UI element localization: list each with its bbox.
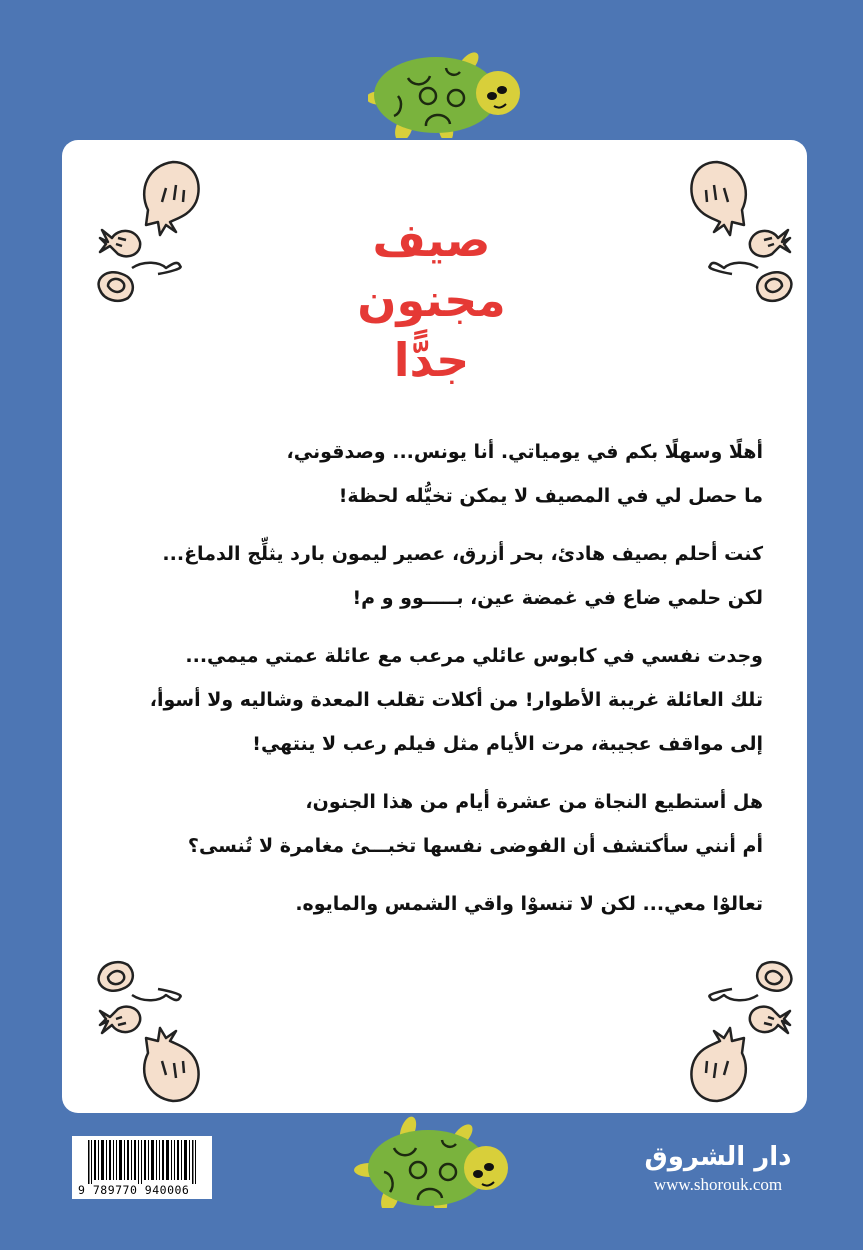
blurb-line: وجدت نفسي في كابوس عائلي مرعب مع عائلة عمتي ميمي... [185,645,763,667]
barcode-icon [78,1140,206,1184]
blurb-paragraph-3 [90,634,763,766]
turtle-illustration-top [368,38,538,138]
title-line-1: صيف [372,213,491,267]
seashells-bottom-right [672,948,802,1113]
blurb-line: هل أستطيع النجاة من عشرة أيام من هذا الجنون، [305,791,763,813]
back-cover-blurb [90,430,763,940]
turtle-icon [368,38,538,138]
book-title [0,210,863,390]
blurb-line: تعالوْا معي... لكن لا تنسوْا واقي الشمس والمايوه. [295,893,763,915]
publisher-url: www.shorouk.com [653,1175,783,1194]
isbn-barcode [72,1136,212,1199]
blurb-paragraph-4 [90,780,763,868]
seashells-icon [672,948,802,1113]
blurb-line: كنت أحلم بصيف هادئ، بحر أزرق، عصير ليمون بارد يثلِّج الدماغ... [162,543,763,565]
title-line-3: جدًّا [393,333,470,387]
blurb-line: تلك العائلة غريبة الأطوار! من أكلات تقلب المعدة وشاليه ولا أسوأ، [149,689,763,711]
blurb-line: أم أنني سأكتشف أن الفوضى نفسها تخبـــئ مغامرة لا تُنسى؟ [187,835,763,857]
blurb-paragraph-1 [90,430,763,518]
blurb-line: أهلًا وسهلًا بكم في يومياتي. أنا يونس... وصدقوني، [286,441,763,463]
blurb-line: إلى مواقف عجيبة، مرت الأيام مثل فيلم رعب لا ينتهي! [252,733,763,755]
turtle-icon [350,1108,520,1208]
blurb-paragraph-2 [90,532,763,620]
title-line-2: مجنون [357,273,506,327]
turtle-illustration-bottom [350,1108,520,1208]
barcode-digits: 9 789770 940006 [78,1183,190,1197]
seashells-icon [88,948,218,1113]
publisher-logo [628,1140,808,1196]
blurb-paragraph-5 [90,882,763,926]
publisher-name: دار الشروق [644,1142,792,1172]
blurb-line: لكن حلمي ضاع في غمضة عين، بـــــوو و م! [352,587,763,609]
seashells-bottom-left [88,948,218,1113]
blurb-line: ما حصل لي في المصيف لا يمكن تخيُّله لحظة! [338,485,763,507]
